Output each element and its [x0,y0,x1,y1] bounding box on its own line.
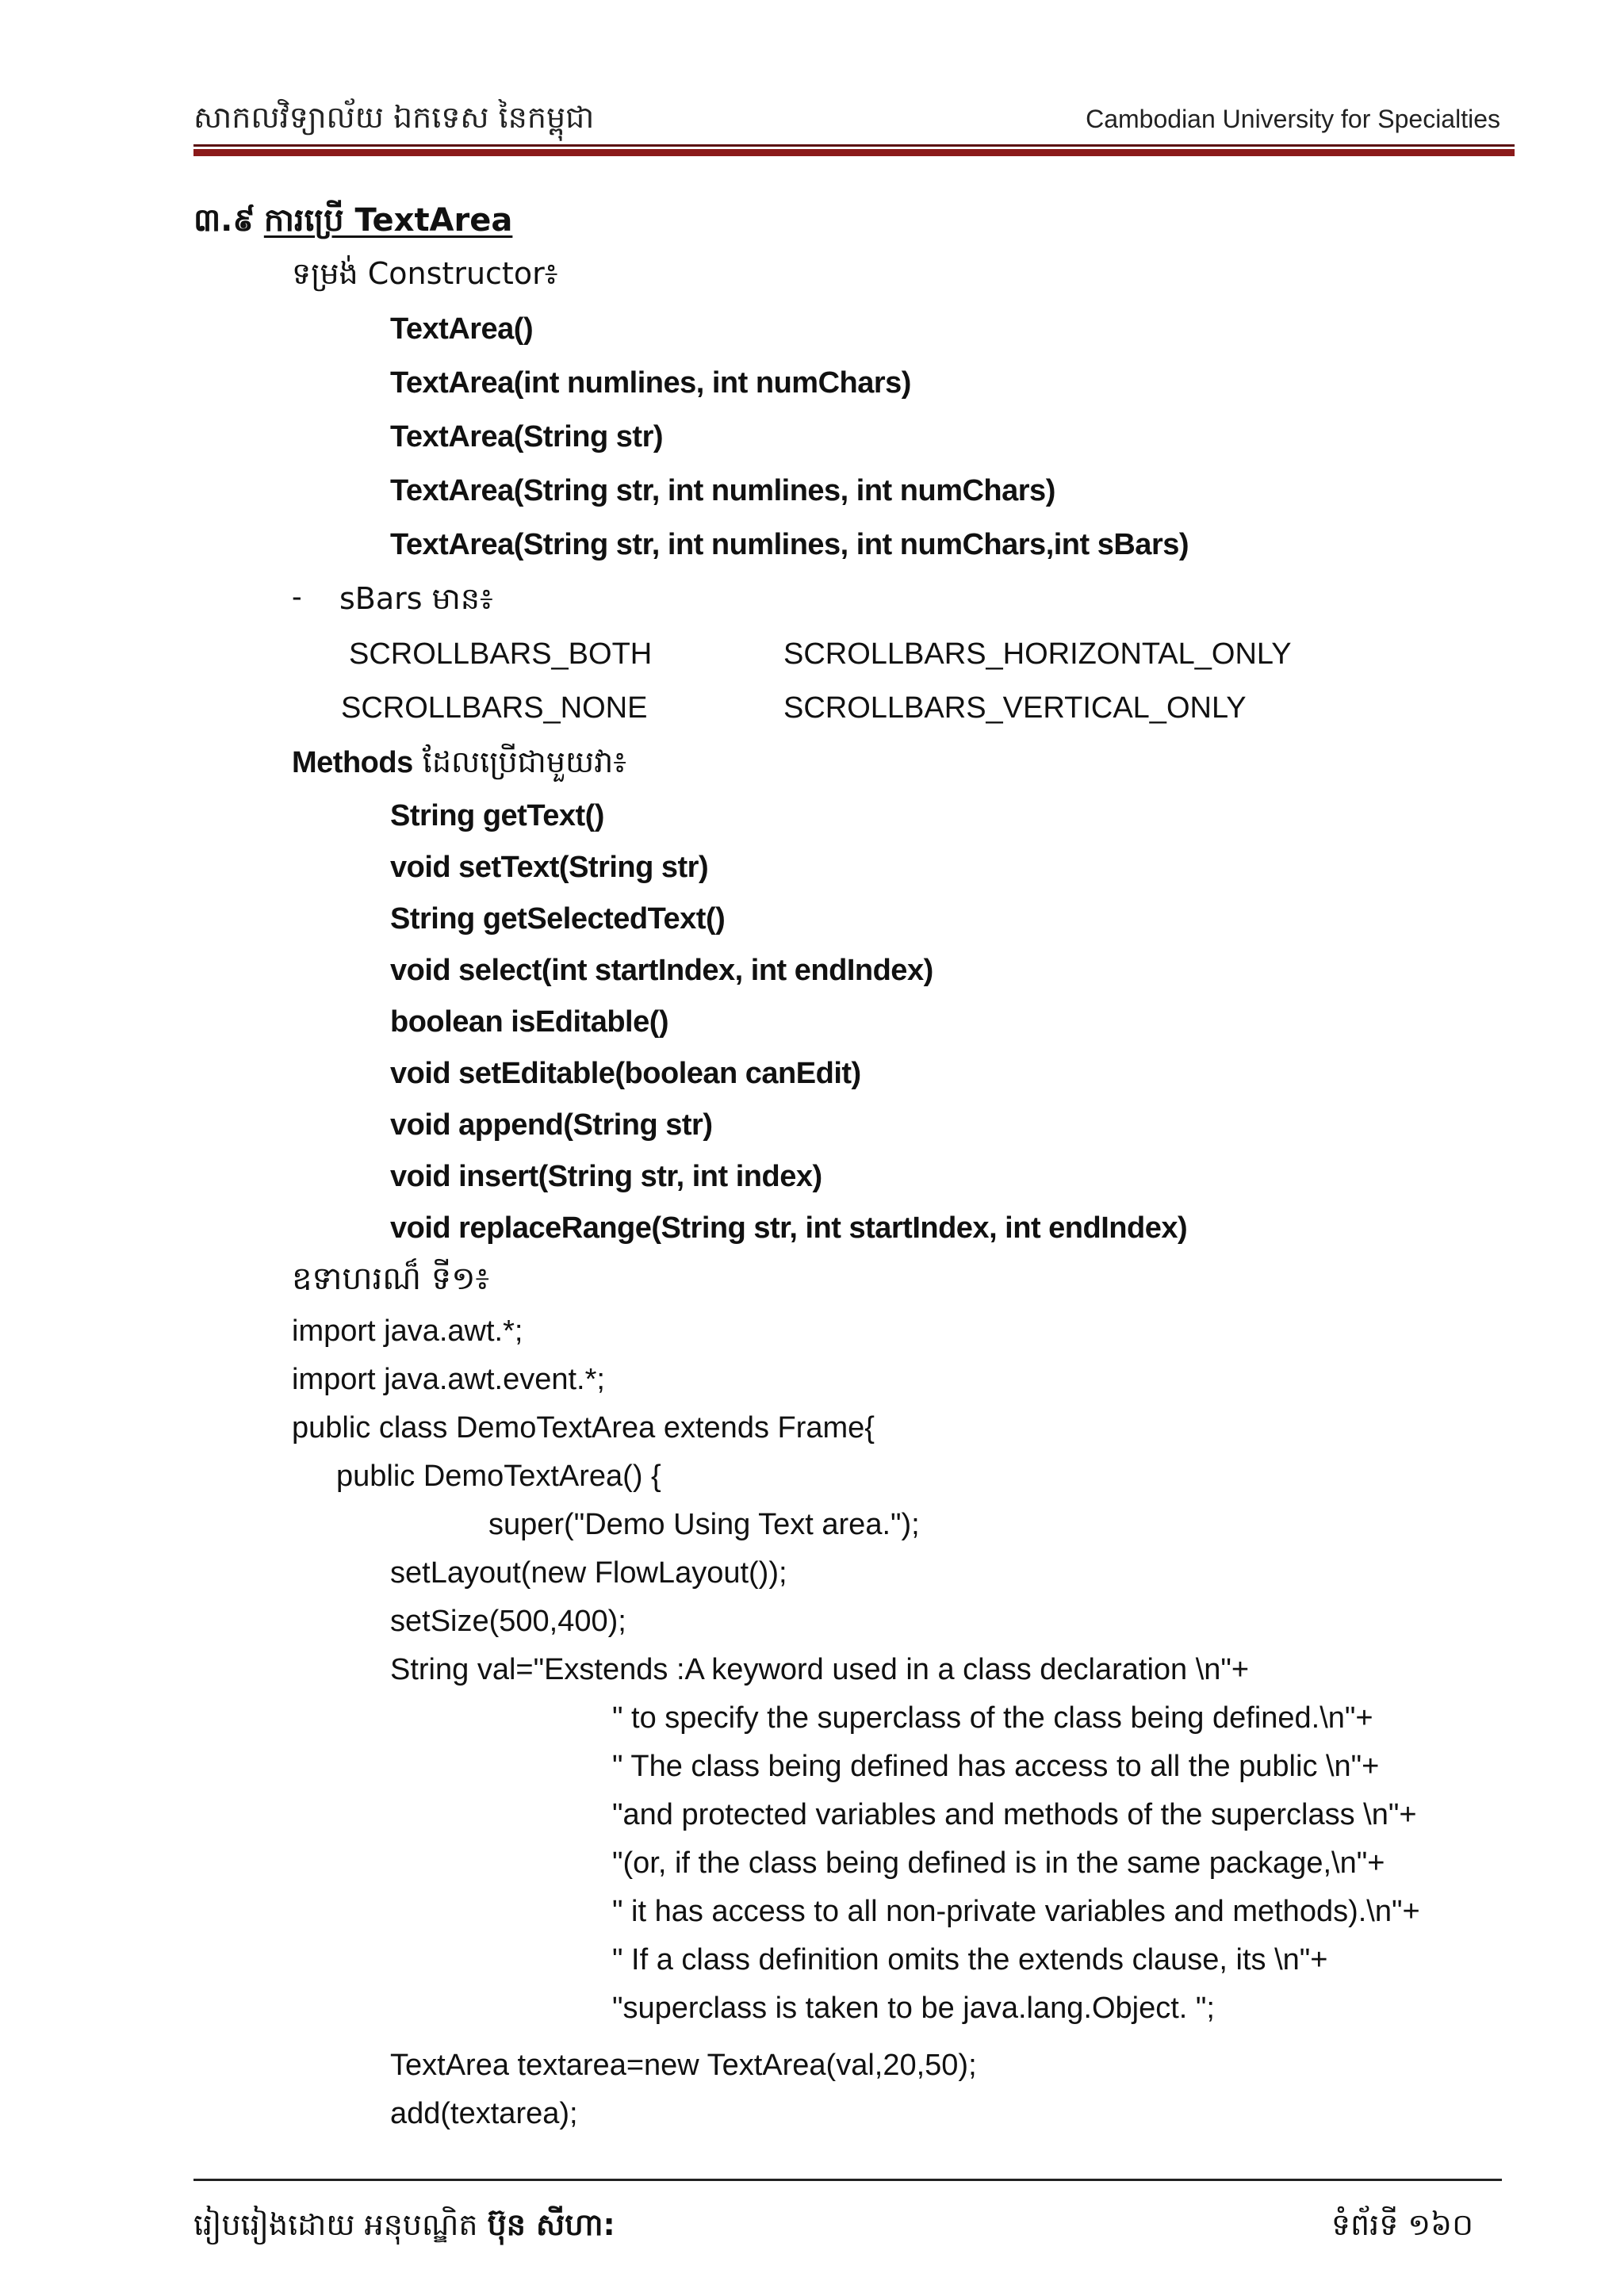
methods-heading-bold: Methods [292,746,413,779]
code-line: import java.awt.*; [292,1314,523,1348]
example-heading: ឧទាហរណ៏ ទី១៖ [292,1261,490,1297]
method-item: void replaceRange(String str, int startIndex, int endIndex) [390,1211,1188,1245]
code-line: " it has access to all non-private variables and methods).\n"+ [612,1895,1420,1928]
constructor-item: TextArea(int numlines, int numChars) [390,366,911,400]
header-university-english: Cambodian University for Specialties [1086,105,1500,133]
code-line: "superclass is taken to be java.lang.Object. "; [612,1992,1215,2025]
code-line: add(textarea); [390,2097,578,2130]
code-line: TextArea textarea=new TextArea(val,20,50); [390,2049,977,2082]
code-line: String val="Exstends :A keyword used in a class declaration \n"+ [390,1653,1250,1686]
sbars-heading: sBars មាន៖ [339,581,493,616]
code-line: " If a class definition omits the extends clause, its \n"+ [612,1943,1328,1976]
method-item: boolean isEditable() [390,1005,669,1039]
header-university-khmer: សាកលវិទ្យាល័យ ឯកទេស នៃកម្ពុជា [193,100,595,135]
method-item: String getText() [390,799,604,832]
constructor-heading: ទម្រង់ Constructor៖ [292,256,558,291]
list-dash: - [292,580,302,614]
code-line: super("Demo Using Text area."); [488,1508,920,1541]
method-item: void append(String str) [390,1108,713,1142]
constructor-item: TextArea() [390,312,534,346]
section-number: ៣.៩ [193,202,255,239]
header-divider-thin [193,144,1515,147]
footer-author-name: ប៊ុន សីហា: [487,2207,615,2242]
constructor-item: TextArea(String str) [390,420,664,453]
code-line: " to specify the superclass of the class being defined.\n"+ [612,1701,1373,1735]
footer-author [193,2206,615,2250]
code-line: "and protected variables and methods of the superclass \n"+ [612,1798,1417,1831]
method-item: void setText(String str) [390,851,709,884]
footer-divider [193,2179,1502,2181]
methods-heading-rest: ដែលប្រើជាមួយវា៖ [412,744,626,779]
sbars-option: SCROLLBARS_NONE [341,691,648,725]
method-item: String getSelectedText() [390,902,726,936]
code-line: setLayout(new FlowLayout()); [390,1556,787,1590]
section-title: ការប្រើ TextArea [263,202,513,239]
method-item: void setEditable(boolean canEdit) [390,1057,861,1090]
constructor-item: TextArea(String str, int numlines, int numChars) [390,474,1055,507]
sbars-option: SCROLLBARS_BOTH [349,637,653,671]
code-line: import java.awt.event.*; [292,1363,605,1396]
methods-heading [292,744,626,781]
code-line: public class DemoTextArea extends Frame{ [292,1411,875,1445]
section-heading [193,200,512,247]
code-line: public DemoTextArea() { [336,1460,661,1493]
sbars-option: SCROLLBARS_VERTICAL_ONLY [783,691,1247,725]
code-line: "(or, if the class being defined is in the same package,\n"+ [612,1846,1385,1880]
sbars-option: SCROLLBARS_HORIZONTAL_ONLY [783,637,1292,671]
constructor-item: TextArea(String str, int numlines, int numChars,int sBars) [390,528,1189,561]
code-line: setSize(500,400); [390,1605,626,1638]
code-line: " The class being defined has access to all the public \n"+ [612,1750,1380,1783]
footer-author-prefix: រៀបរៀងដោយ អនុបណ្ឌិត [193,2207,488,2242]
footer-page-number: ទំព័រទី ១៦០ [1331,2207,1473,2242]
header-divider-thick [193,149,1515,156]
method-item: void select(int startIndex, int endIndex) [390,954,933,987]
method-item: void insert(String str, int index) [390,1160,822,1193]
